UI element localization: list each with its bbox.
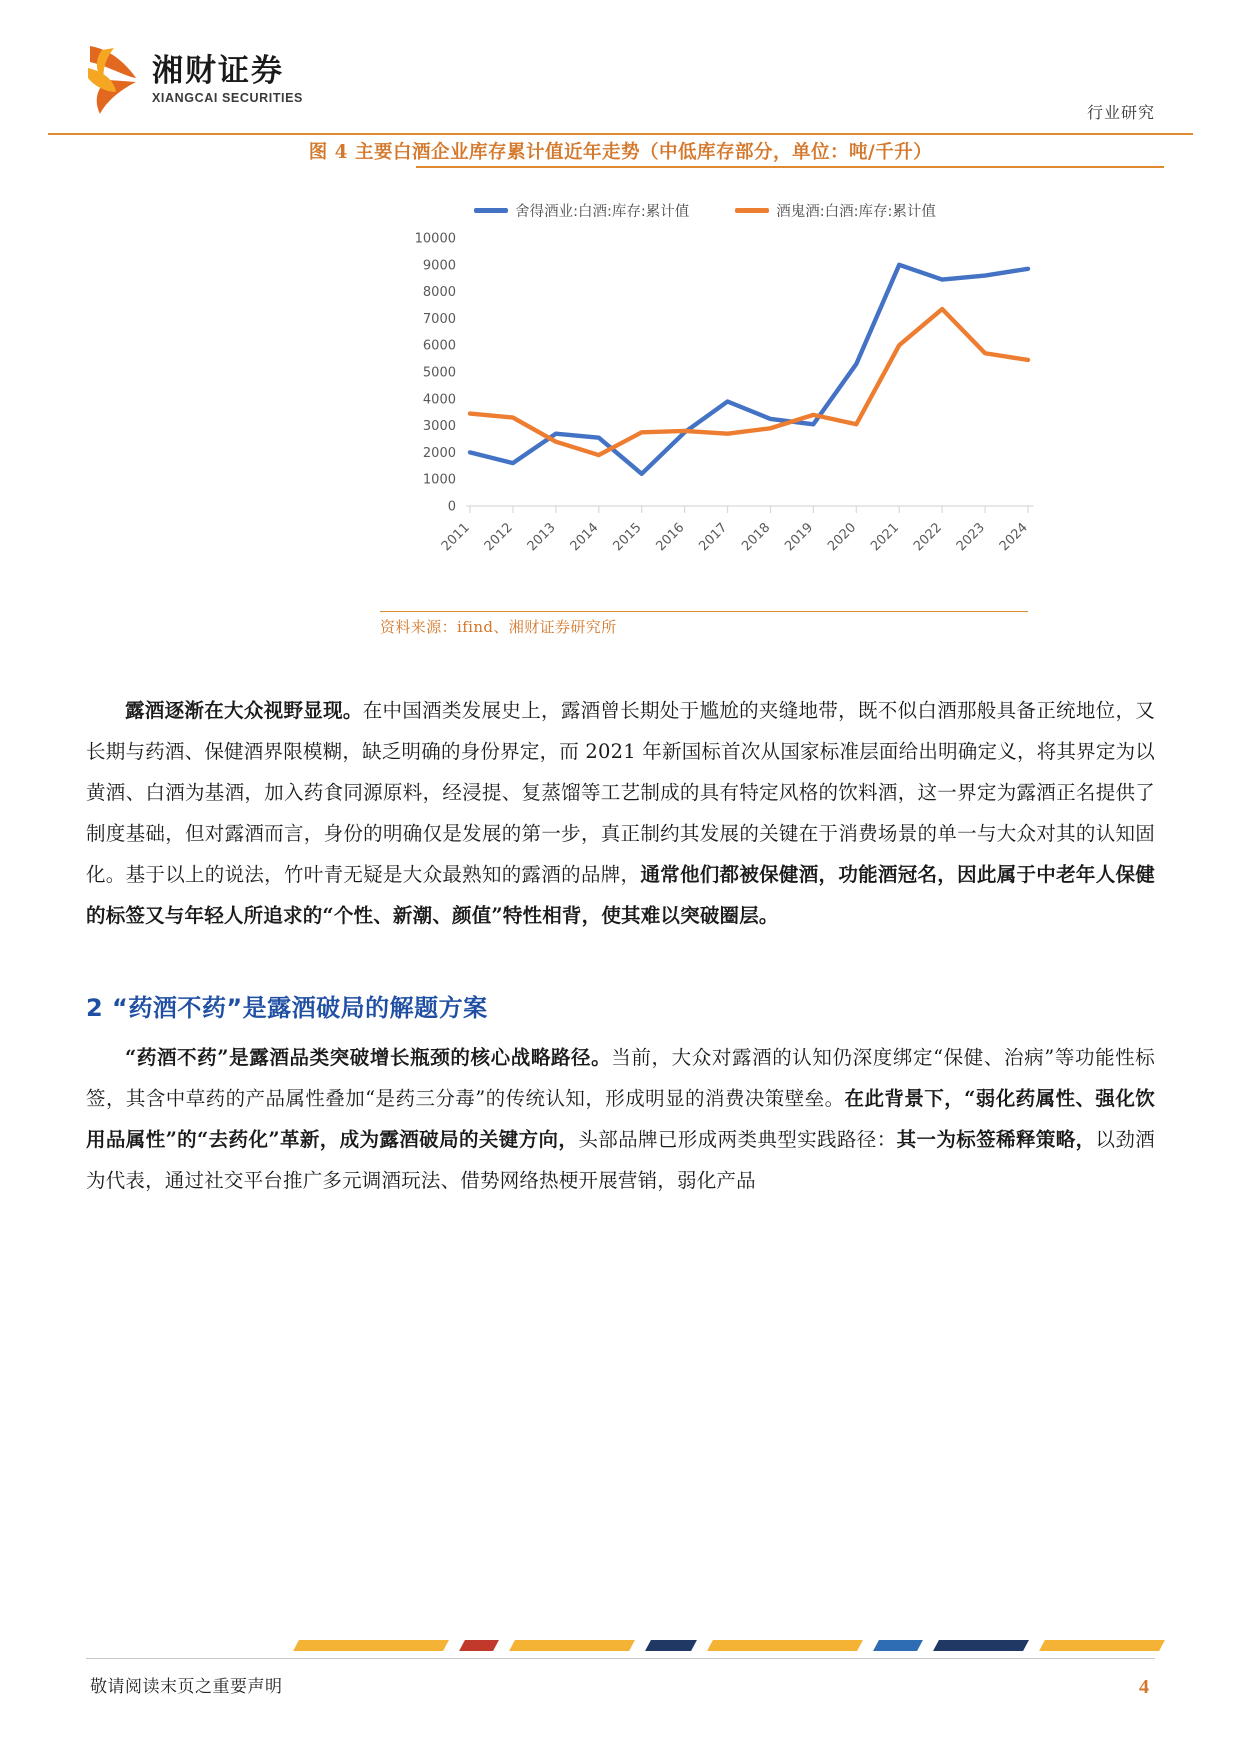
footer-bar-segment-4 xyxy=(707,1640,863,1651)
footer-divider xyxy=(86,1658,1155,1659)
figure-chart xyxy=(370,180,1040,610)
figure-source: 资料来源：ifind、湘财证券研究所 xyxy=(380,618,617,636)
paragraph-2-run-1: 当前，大众对露酒的认知仍深度绑定“保健、治病”等功能性标签，其含中草药的产品属性叠加“是药三分毒”的传统认知，形成明显的消费决策壁垒。 xyxy=(86,1046,1155,1110)
paragraph-2-run-3: 头部品牌已形成两类典型实践路径： xyxy=(578,1128,897,1151)
logo-english-name: XIANGCAI SECURITIES xyxy=(152,91,303,106)
footer-bar-segment-0 xyxy=(293,1640,449,1651)
y-axis-tick-2000: 2000 xyxy=(422,445,456,461)
page-number: 4 xyxy=(1139,1676,1149,1698)
section-heading-2: 2 “药酒不药”是露酒破局的解题方案 xyxy=(86,994,488,1022)
y-axis-tick-labels xyxy=(415,232,456,515)
y-axis-tick-5000: 5000 xyxy=(422,365,456,381)
footer-decoration-bars xyxy=(86,1640,1155,1651)
y-axis-tick-6000: 6000 xyxy=(422,338,456,354)
paragraph-2 xyxy=(86,1037,1155,1201)
footer-bar-segment-2 xyxy=(509,1640,635,1651)
paragraph-1 xyxy=(86,690,1155,936)
x-axis xyxy=(439,506,1034,554)
paragraph-2-run-4: 其一为标签稀释策略， xyxy=(896,1128,1096,1151)
y-axis-tick-4000: 4000 xyxy=(422,392,456,408)
footer-bar-segment-5 xyxy=(873,1640,923,1651)
chart-legend xyxy=(370,200,1040,221)
y-axis-tick-0: 0 xyxy=(447,499,456,515)
legend-item-series-0 xyxy=(474,200,689,221)
x-axis-tick-2021: 2021 xyxy=(868,520,903,555)
footer-bar-segment-3 xyxy=(645,1640,697,1651)
y-axis-tick-9000: 9000 xyxy=(422,258,456,274)
footer-bar-segment-6 xyxy=(933,1640,1029,1651)
y-axis-tick-7000: 7000 xyxy=(422,311,456,327)
x-axis-tick-2022: 2022 xyxy=(910,520,945,555)
logo-text xyxy=(152,52,303,106)
company-logo xyxy=(86,44,303,116)
y-axis-tick-10000: 10000 xyxy=(414,231,456,247)
paragraph-1-run-2: 通常他们都被保健酒，功能酒冠名，因此属于中老年人保健的标签又与年轻人所追求的“个性、新潮、颜值”特性相背，使其难以突破圈层。 xyxy=(86,863,1155,927)
legend-label-series-0: 舍得酒业:白酒:库存:累计值 xyxy=(515,204,690,220)
logo-chinese-name: 湘财证券 xyxy=(152,52,284,89)
figure-title-divider xyxy=(416,166,1164,168)
paragraph-1-run-1: 在中国酒类发展史上，露酒曾长期处于尴尬的夹缝地带，既不似白酒那般具备正统地位，又长期与药酒、保健酒界限模糊，缺乏明确的身份界定，而 2021 年新国标首次从国家标准层面给出明确定义，将其界定为以黄酒、白酒为基酒，加入药食同源原料，经浸提、复蒸馏等工艺制成的具有特定风格的饮料酒，这一界定为露酒正名提供了制度基础，但对露酒而言，身份的明确仅是发展的第一步，真正制约其发展的关键在于消费场景的单一与大众对其的认知固化。基于以上的说法，竹叶青无疑是大众最熟知的露酒的品牌， xyxy=(86,699,1155,886)
paragraph-2-run-5: 以劲酒为代表，通过社交平台推广多元调酒玩法、借势网络热梗开展营销，弱化产品 xyxy=(86,1128,1155,1192)
x-axis-tick-2014: 2014 xyxy=(567,520,602,555)
figure-source-divider xyxy=(380,611,1028,612)
document-body xyxy=(86,690,1155,1201)
xiangcai-logo-mark-icon xyxy=(86,44,142,116)
footer-bar-segment-1 xyxy=(459,1640,499,1651)
paragraph-1-run-0: 露酒逐渐在大众视野显现。 xyxy=(125,699,363,722)
x-axis-tick-2019: 2019 xyxy=(782,520,817,555)
x-axis-tick-2013: 2013 xyxy=(524,520,559,555)
page-header xyxy=(0,0,1241,150)
footer-bar-segment-7 xyxy=(1039,1640,1165,1651)
x-axis-tick-2012: 2012 xyxy=(481,520,516,555)
legend-item-series-1 xyxy=(735,200,936,221)
chart-plot xyxy=(370,228,1040,608)
x-axis-tick-2020: 2020 xyxy=(825,520,860,555)
x-axis-tick-2017: 2017 xyxy=(696,520,731,555)
figure-title: 图 4 主要白酒企业库存累计值近年走势（中低库存部分，单位：吨/千升） xyxy=(308,142,933,163)
legend-swatch-series-0 xyxy=(474,208,508,213)
footer-disclaimer: 敬请阅读末页之重要声明 xyxy=(90,1677,283,1697)
x-axis-tick-2018: 2018 xyxy=(739,520,774,555)
header-divider xyxy=(48,133,1193,135)
header-section-label: 行业研究 xyxy=(1086,103,1155,122)
x-axis-tick-2024: 2024 xyxy=(996,520,1031,555)
x-axis-tick-2016: 2016 xyxy=(653,520,688,555)
chart-series xyxy=(470,265,1028,474)
legend-label-series-1: 酒鬼酒:白酒:库存:累计值 xyxy=(776,204,936,220)
y-axis-tick-8000: 8000 xyxy=(422,285,456,301)
y-axis-tick-3000: 3000 xyxy=(422,419,456,435)
x-axis-tick-2011: 2011 xyxy=(438,520,473,555)
paragraph-2-run-0: “药酒不药”是露酒品类突破增长瓶颈的核心战略路径。 xyxy=(125,1046,612,1069)
paragraph-2-run-2: 在此背景下，“弱化药属性、强化饮用品属性”的“去药化”革新，成为露酒破局的关键方向， xyxy=(86,1087,1155,1151)
x-axis-tick-2015: 2015 xyxy=(610,520,645,555)
y-axis-tick-1000: 1000 xyxy=(422,472,456,488)
x-axis-tick-2023: 2023 xyxy=(953,520,988,555)
legend-swatch-series-1 xyxy=(735,208,769,213)
